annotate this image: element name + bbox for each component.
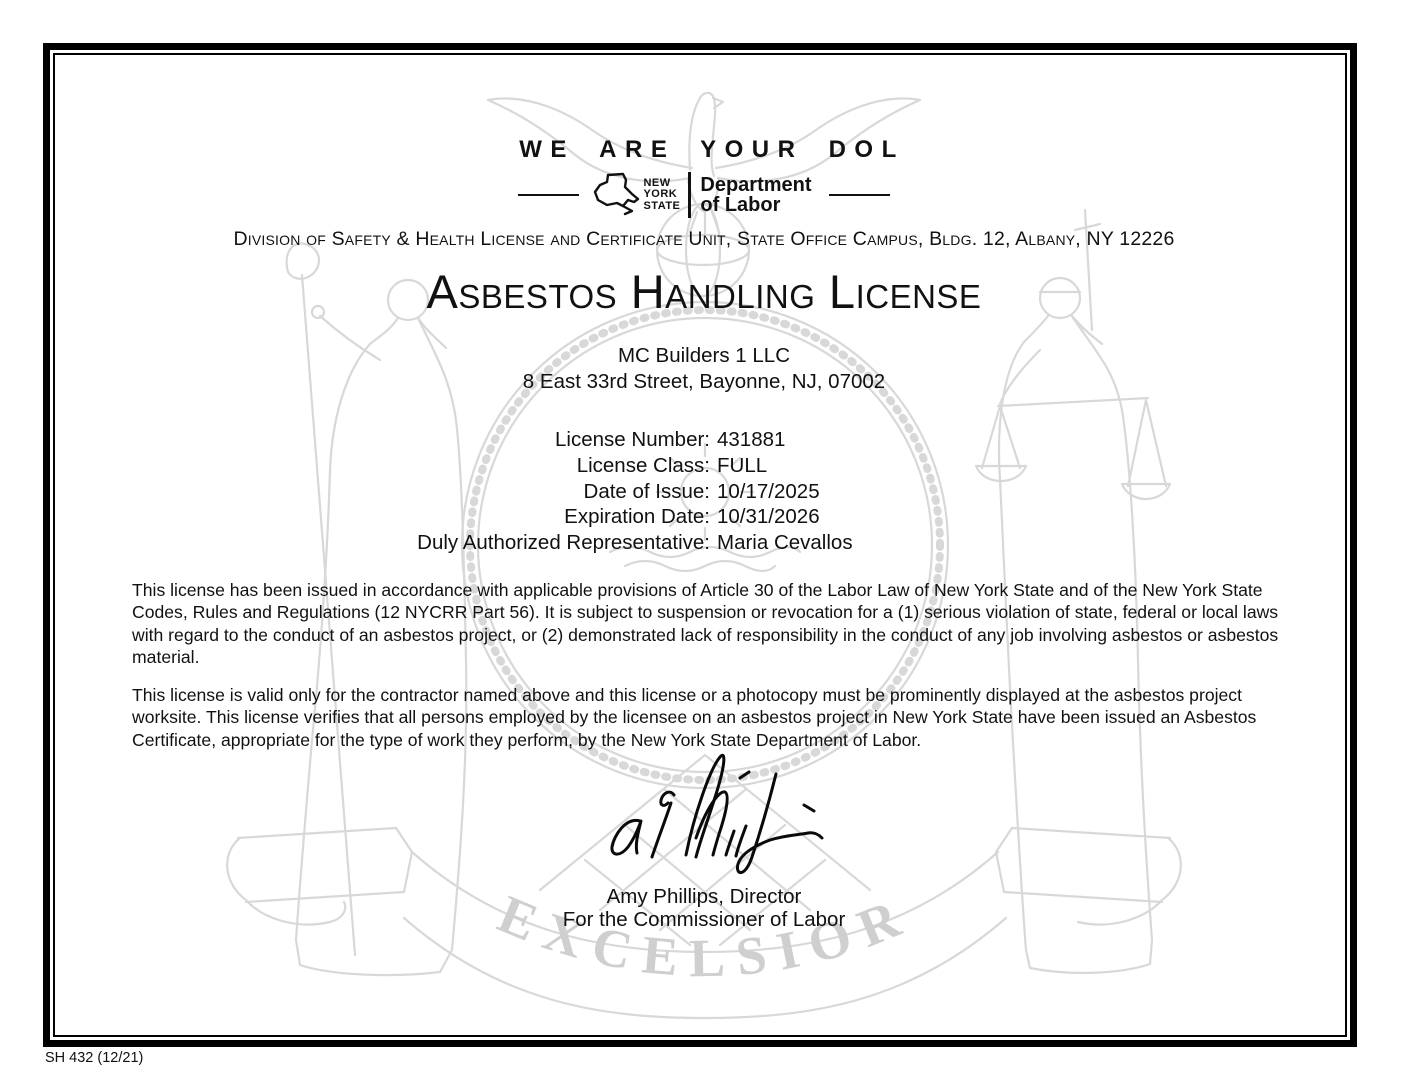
detail-label: Date of Issue:	[583, 479, 710, 503]
signature	[588, 743, 832, 881]
right-rule	[829, 194, 890, 196]
logo-department-line: Department	[700, 173, 812, 196]
license-details	[0, 427, 1408, 556]
logo-state-line: STATE	[643, 199, 681, 212]
certificate-title: Asbestos Handling License	[426, 265, 982, 318]
logo-state-line: YORK	[643, 188, 678, 201]
detail-value: 10/17/2025	[717, 479, 820, 503]
detail-label: License Class:	[576, 453, 710, 477]
legal-paragraph-2: This license is valid only for the contractor named above and this license or a photocopy must be prominently displayed at the asbestos project worksite. This license verifies that all persons employed by the licensee on an asbestos project in New York State have been issued an Asbestos Certificate, appropriate for the type of work they perform, by the New York State Department of Labor.	[132, 685, 1257, 750]
licensee-address: 8 East 33rd Street, Bayonne, NJ, 07002	[522, 370, 886, 393]
licensee-name: MC Builders 1 LLC	[617, 344, 791, 367]
logo-department-text	[700, 175, 811, 216]
detail-label: Expiration Date:	[564, 505, 710, 529]
signatory-role: For the Commissioner of Labor	[562, 908, 846, 931]
detail-value: Maria Cevallos	[717, 531, 853, 555]
tagline: WE ARE YOUR DOL	[519, 136, 905, 163]
excelsior-motto: EXCELSIOR	[489, 883, 921, 989]
form-number: SH 432 (12/21)	[45, 1050, 144, 1066]
detail-value: FULL	[717, 453, 768, 477]
logo-state-text	[643, 178, 680, 213]
logo-divider	[688, 172, 691, 218]
signatory-name: Amy Phillips, Director	[606, 885, 802, 908]
logo-department-line: of Labor	[700, 194, 781, 216]
detail-label: License Number:	[555, 428, 710, 451]
logo-state-line: NEW	[643, 176, 671, 189]
left-rule	[518, 194, 579, 196]
dol-logo	[0, 170, 1408, 220]
ny-state-map-icon	[592, 170, 640, 220]
division-line: Division of Safety & Health License and Certificate Unit, State Office Campus, Bldg. 12, Albany, NY 12226	[233, 228, 1175, 250]
legal-paragraph-1: This license has been issued in accordance with applicable provisions of Article 30 of the Labor Law of New York State and of the New York State Codes, Rules and Regulations (12 NYCRR Part 56). It is subject to suspension or revocation for a (1) serious violation of state, federal or local laws with regard to the conduct of an asbestos project, or (2) demonstrated lack of responsibility in the conduct of any job involving asbestos or asbestos material.	[132, 580, 1279, 668]
detail-value: 10/31/2026	[717, 505, 820, 529]
detail-value: 431881	[717, 428, 786, 451]
detail-label: Duly Authorized Representative:	[417, 531, 710, 555]
